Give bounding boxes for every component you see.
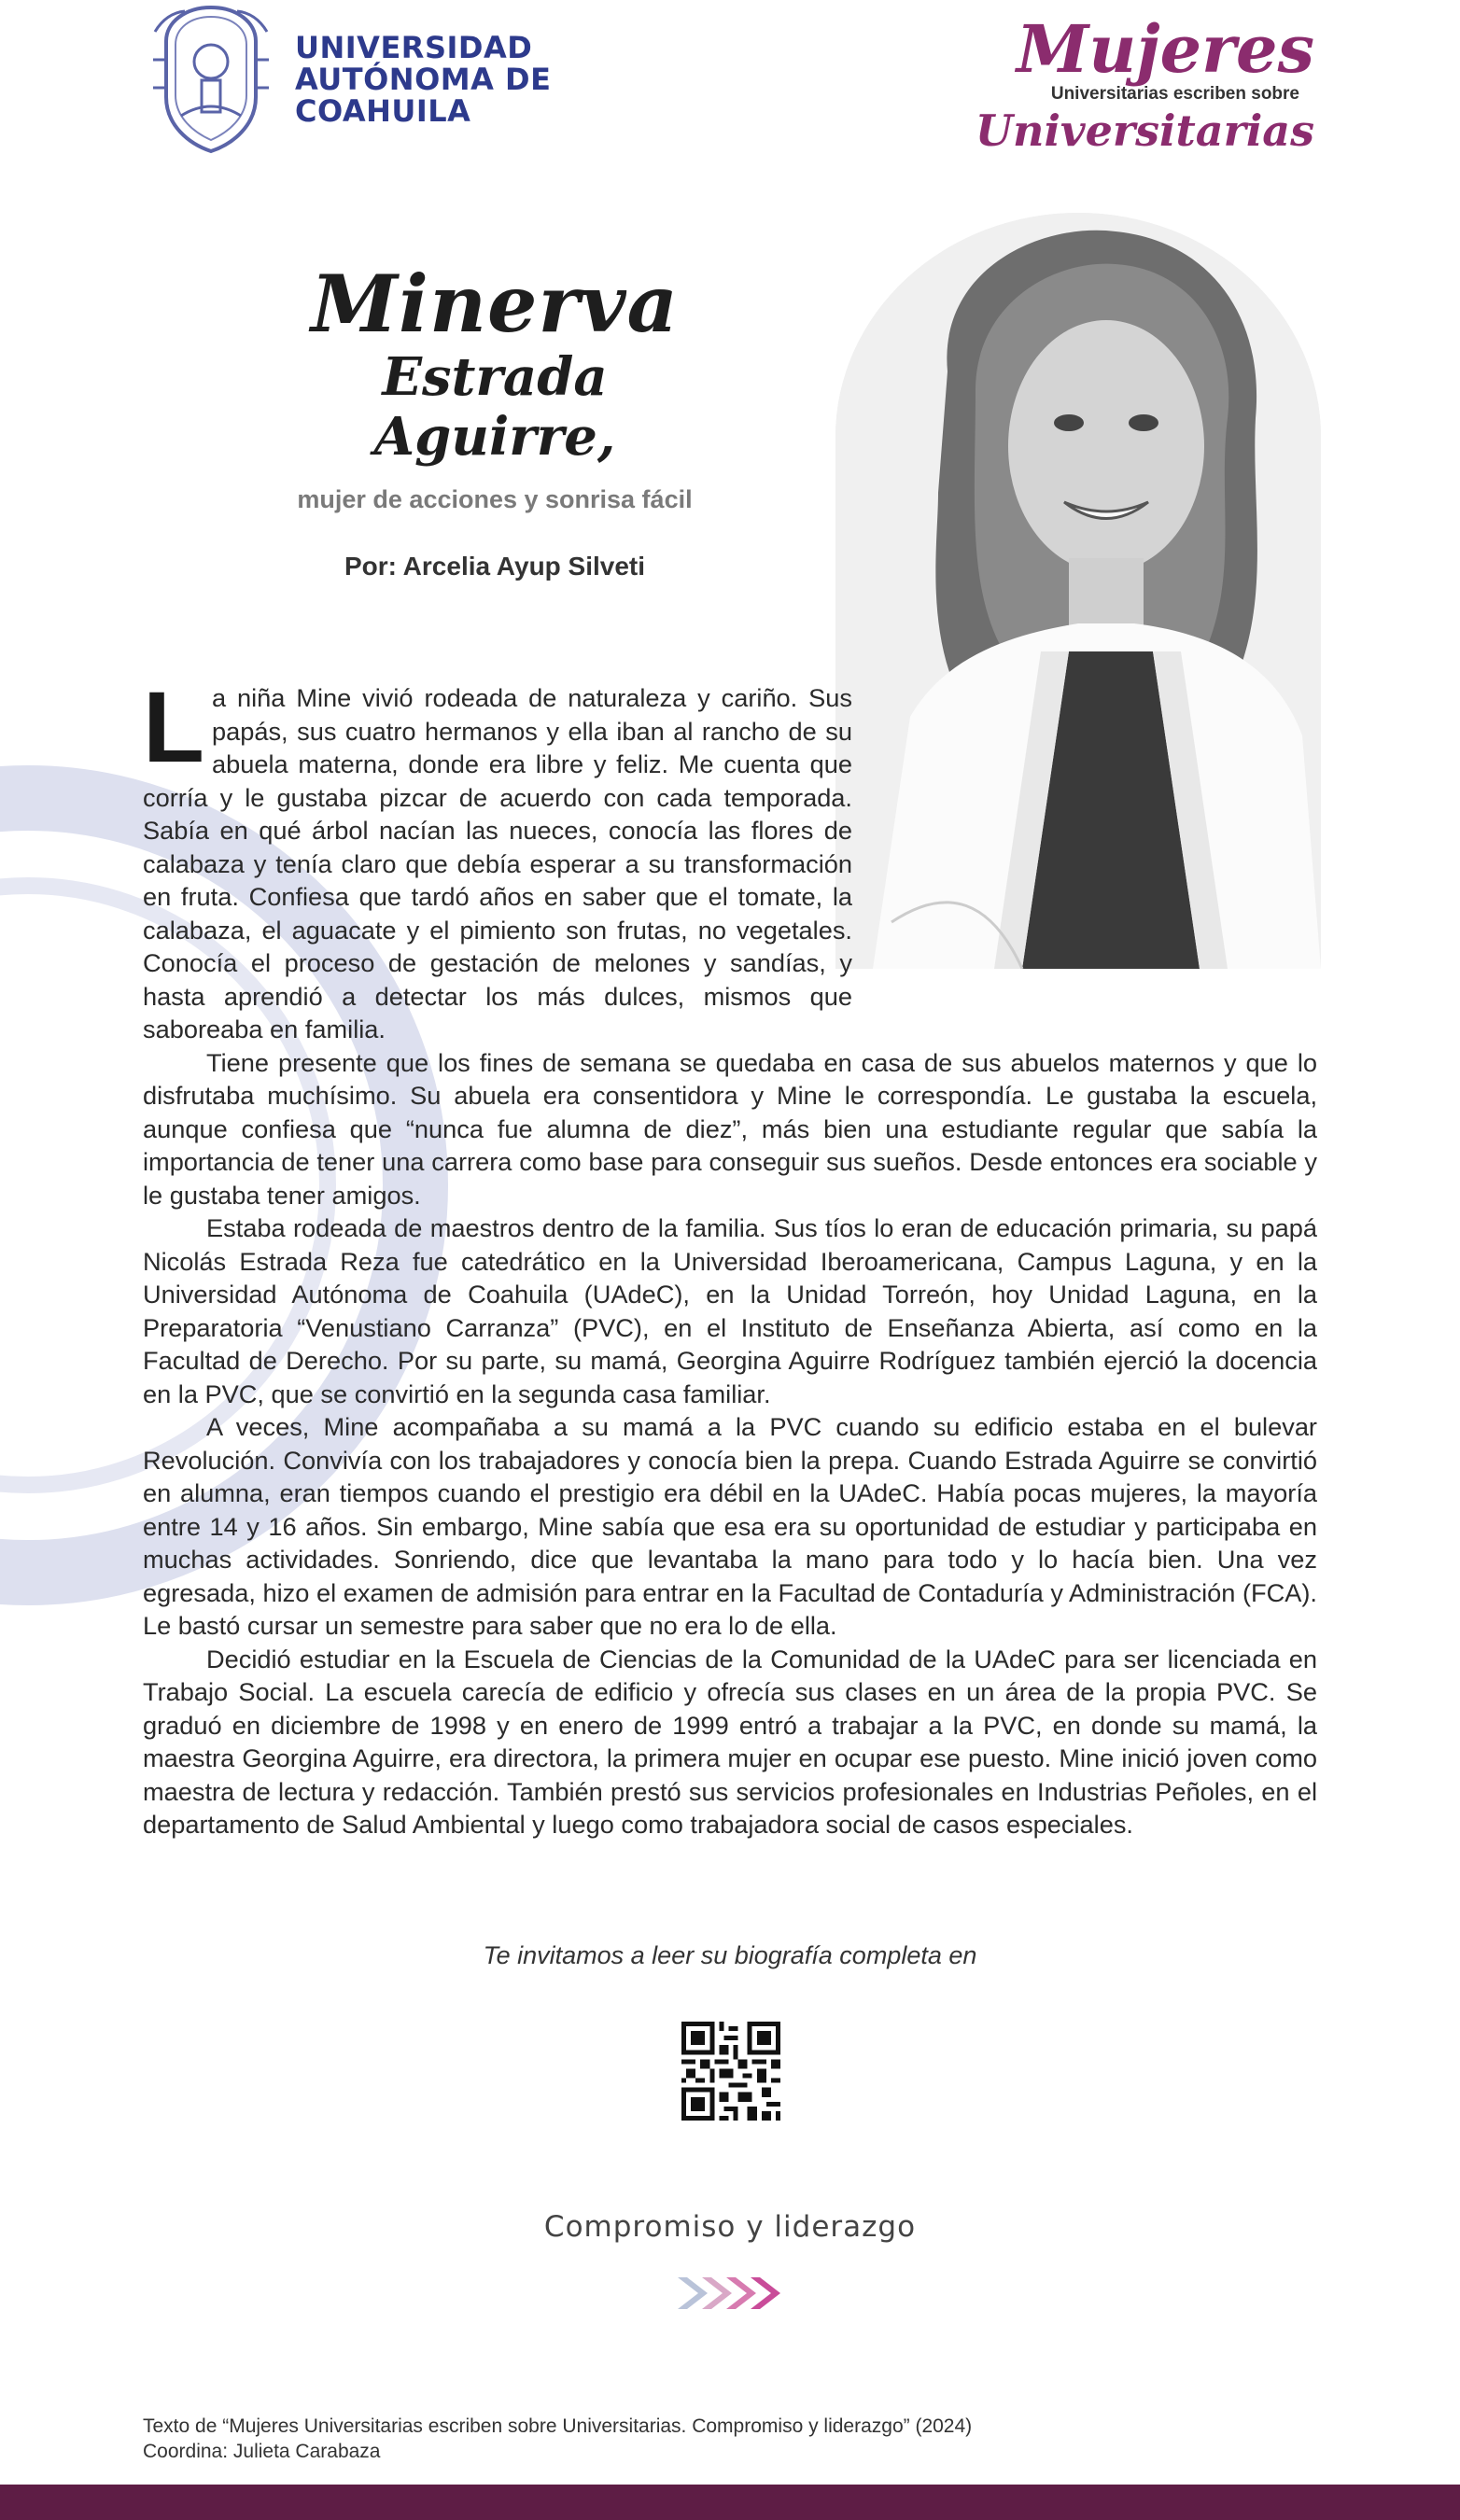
article-body bbox=[143, 670, 1317, 1841]
series-logo-top: Mujeres bbox=[1016, 10, 1314, 88]
article-author: Por: Arcelia Ayup Silveti bbox=[344, 552, 646, 581]
university-seal-icon bbox=[147, 4, 274, 155]
article-paragraph-2: Tiene presente que los fines de semana se quedaba en casa de sus abuelos maternos y que lo disfrutaba muchísimo. Su abuela era consentidora y Mine le correspondía. Le gustaba la escuela, aunque confiesa que “nunca fue alumna de diez”, más bien una estudiante regular que sabía la importancia de tener una carrera como base para conseguir sus sueños. Desde entonces era sociable y le gustaba tener amigos. bbox=[143, 1047, 1317, 1210]
article-paragraph-1-text: a niña Mine vivió rodeada de naturaleza y cariño. Sus papás, sus cuatro hermanos y ella iban al rancho de su abuela materna, donde era libre y feliz. Me cuenta que corría y le gustaba pizcar de acuerdo con cada temporada. Sabía en qué árbol nacían las nueces, conocía las flores de calabaza y tenía claro que debía esperar a su transformación en fruta. Confiesa que tardó años en saber que el tomate, la calabaza, el aguacate y el pimiento son frutas, no vegetales. Conocía el proceso de gestación de melones y sandías, y hasta aprendió a detectar los más dulces, mismos que saboreaba en familia. bbox=[143, 683, 852, 1043]
drop-cap: L bbox=[143, 670, 204, 783]
article-paragraph-5: Decidió estudiar en la Escuela de Ciencias de la Comunidad de la UAdeC para ser licenciada en Trabajo Social. La escuela carecía de edificio y ofrecía sus clases en un área de la propia PVC. Se graduó en diciembre de 1998 y en enero de 1999 entró a trabajar a la PVC, en donde su mamá, la maestra Georgina Aguirre, era directora, la primera mujer en ocupar ese puesto. Mine inició joven como maestra de lectura y redacción. También prestó sus servicios profesionales en Industrias Peñoles, en el departamento de Salud Ambiental y luego como trabajadora social de casos especiales. bbox=[143, 1644, 1317, 1839]
university-name-line-1: UNIVERSIDAD bbox=[295, 30, 533, 65]
credits-footer bbox=[143, 2414, 972, 2464]
series-logo bbox=[975, 10, 1314, 157]
article-paragraph-4: A veces, Mine acompañaba a su mamá a la PVC cuando su edificio estaba en el bulevar Revolución. Convivía con los trabajadores y conocía bien la prepa. Cuando Estrada Aguirre se convirtió en alumna, eran tiempos cuando el prestigio era débil en la UAdeC. Había pocas mujeres, la mayoría entre 14 y 16 años. Sin embargo, Mine sabía que esa era su oportunidad de estudiar y participaba en muchas actividades. Sonriendo, dice que levantaba la mano para todo y lo hacía bien. Una vez egresada, hizo el examen de admisión para entrar en la Facultad de Contaduría y Administración (FCA). Le bastó cursar un semestre para saber que no era lo de ella. bbox=[143, 1412, 1317, 1640]
title-first-name: Minerva bbox=[311, 258, 679, 350]
university-name-line-3: COAHUILA bbox=[295, 93, 471, 129]
university-name bbox=[295, 32, 551, 127]
article-paragraph-3: Estaba rodeada de maestros dentro de la familia. Sus tíos lo eran de educación primaria, su papá Nicolás Estrada Reza fue catedrático en la Universidad Iberoamericana, Campus Laguna, y en la Universidad Autónoma de Coahuila (UAdeC), en la Unidad Torreón, hoy Unidad Laguna, en la Preparatoria “Venustiano Carranza” (PVC), en el Instituto de Enseñanza Abierta, así como en la Facultad de Derecho. Por su parte, su mamá, Georgina Aguirre Rodríguez también ejerció la docencia en la PVC, que se convirtió en la segunda casa familiar. bbox=[143, 1213, 1317, 1408]
series-tagline: Compromiso y liderazgo bbox=[543, 2210, 917, 2244]
university-logo bbox=[147, 4, 551, 155]
series-logo-middle: Universitarias escriben sobre bbox=[1050, 84, 1299, 104]
chevron-arrows-icon bbox=[674, 2270, 792, 2317]
footer-coordinator-line: Coordina: Julieta Carabaza bbox=[143, 2441, 381, 2462]
qr-code-icon[interactable] bbox=[681, 2022, 780, 2121]
title-last-name: Estrada Aguirre, bbox=[373, 346, 616, 468]
biography-invite: Te invitamos a leer su biografía completa en bbox=[483, 1941, 977, 1969]
series-logo-bottom: Universitarias bbox=[975, 105, 1314, 156]
bottom-color-bar bbox=[0, 2485, 1460, 2520]
article-paragraph-1 bbox=[143, 670, 852, 1046]
university-name-line-2: AUTÓNOMA DE bbox=[295, 62, 552, 97]
article-title-block bbox=[280, 258, 709, 581]
article-subtitle: mujer de acciones y sonrisa fácil bbox=[297, 485, 693, 513]
footer-source-line: Texto de “Mujeres Universitarias escriben sobre Universitarias. Compromiso y liderazgo” (2024) bbox=[143, 2415, 973, 2437]
